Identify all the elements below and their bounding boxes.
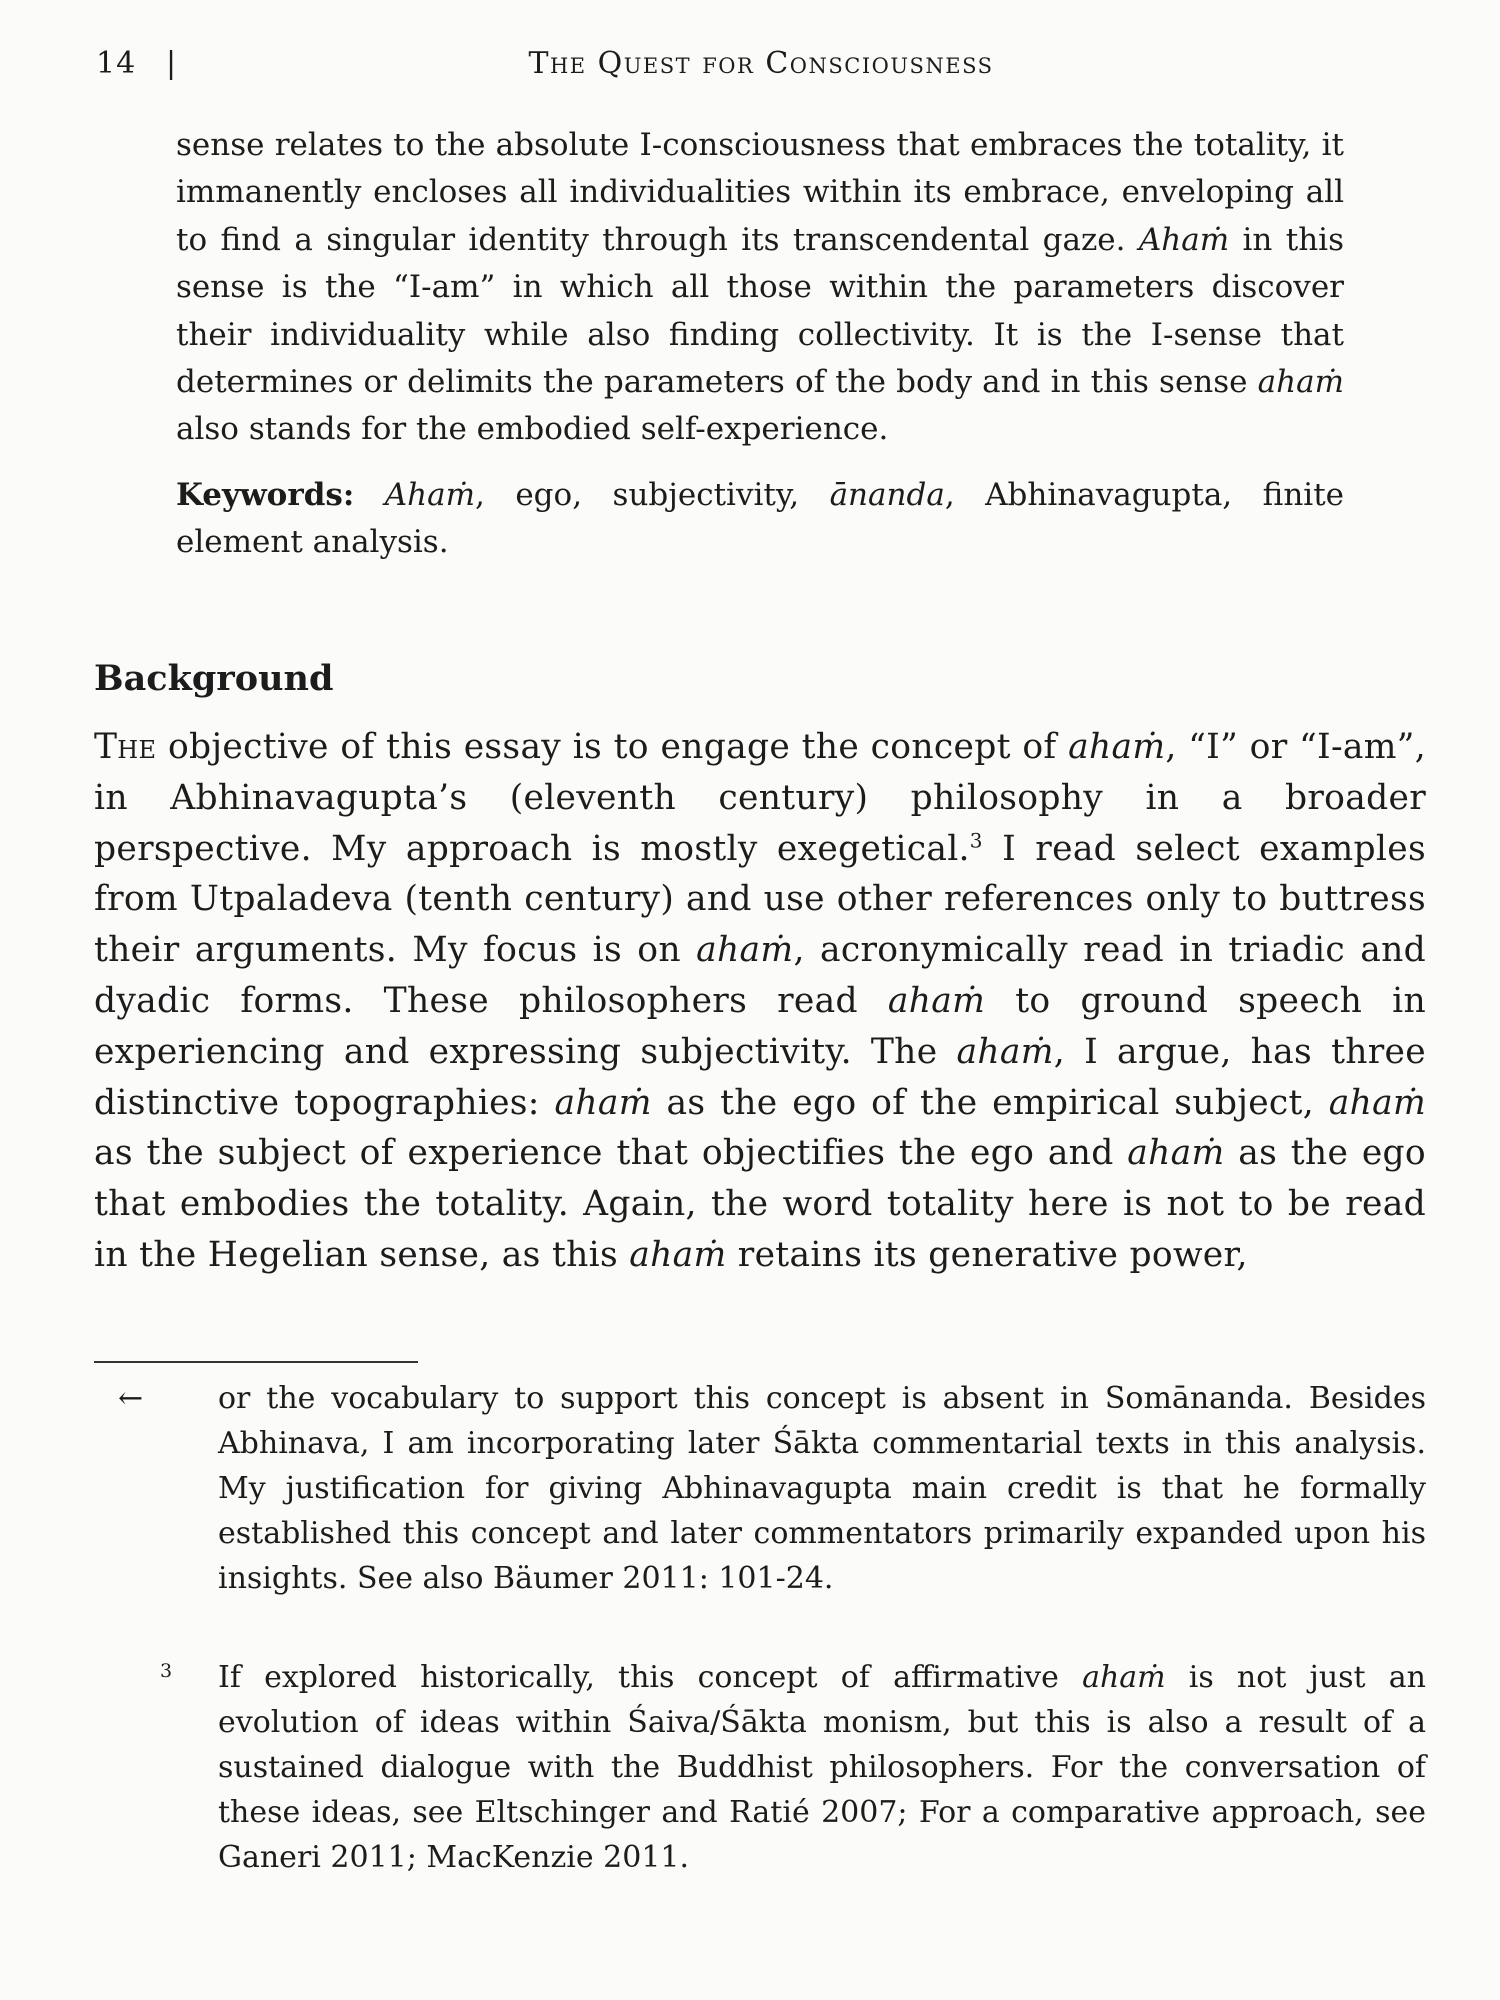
footnote-3 bbox=[118, 1655, 1426, 1880]
footnote-reference[interactable]: 3 bbox=[969, 828, 983, 853]
body-text bbox=[94, 722, 1426, 1281]
footnote-divider bbox=[94, 1361, 418, 1363]
running-head: The Quest for Consciousness bbox=[528, 46, 994, 81]
header-separator: | bbox=[166, 46, 178, 81]
abstract-paragraph: sense relates to the absolute I-consciousness that embraces the totality, it immanently encloses all individualities within its embrace, enveloping all to find a singular identity through its transcendental gaze. Ahaṁ in this sense is the “I-am” in which all those within the parameters discover their individuality while also finding collectivity. It is the I-sense that determines or delimits the parameters of the body and in this sense ahaṁ also stands for the embodied self-experience. bbox=[176, 127, 1344, 448]
keywords: Keywords: Ahaṁ, ego, subjectivity, ānanda, Abhinavagupta, finite element analysis. bbox=[176, 476, 1345, 561]
page-header bbox=[96, 46, 1426, 96]
body-paragraph: The objective of this essay is to engage the concept of ahaṁ, “I” or “I-am”, in Abhinavagupta’s (eleventh century) philosophy in a broader perspective. My approach is mostly exegetical.$^3$ I read select examples from Utpaladeva (tenth century) and use other references only to buttress their arguments. My focus is on ahaṁ, acronymically read in triadic and dyadic forms. These philosophers read ahaṁ to ground speech in experiencing and expressing subjectivity. The ahaṁ, I argue, has three distinctive topographies: ahaṁ as the ego of the empirical subject, ahaṁ as the subject of experience that objectifies the ego and ahaṁ as the ego that embodies the totality. Again, the word totality here is not to be read in the Hegelian sense, as this ahaṁ retains its generative power, bbox=[94, 727, 1426, 1275]
footnote-number: 3 bbox=[160, 1660, 173, 1682]
footnote-continued bbox=[118, 1376, 1426, 1601]
section-heading: Background bbox=[94, 658, 334, 699]
footnote-continued-text: or the vocabulary to support this concept is absent in Somānanda. Besides Abhinava, I am incorporating later Śākta commentarial texts in this analysis. My justification for giving Abhinavagupta main credit is that he formally established this concept and later commentators primarily expanded upon his insights. See also Bäumer 2011: 101-24. bbox=[218, 1381, 1426, 1596]
arrow-left-icon: ← bbox=[118, 1381, 144, 1416]
keywords-label: Keywords: bbox=[176, 476, 355, 513]
abstract bbox=[176, 122, 1344, 567]
footnote-3-text: If explored historically, this concept of affirmative ahaṁ is not just an evolution of ideas within Śaiva/Śākta monism, but this is also a result of a sustained dialogue with the Buddhist philosophers. For the conversation of these ideas, see Eltschinger and Ratié 2007; For a comparative approach, see Ganeri 2011; MacKenzie 2011. bbox=[218, 1660, 1426, 1875]
page-number: 14 bbox=[96, 46, 137, 81]
